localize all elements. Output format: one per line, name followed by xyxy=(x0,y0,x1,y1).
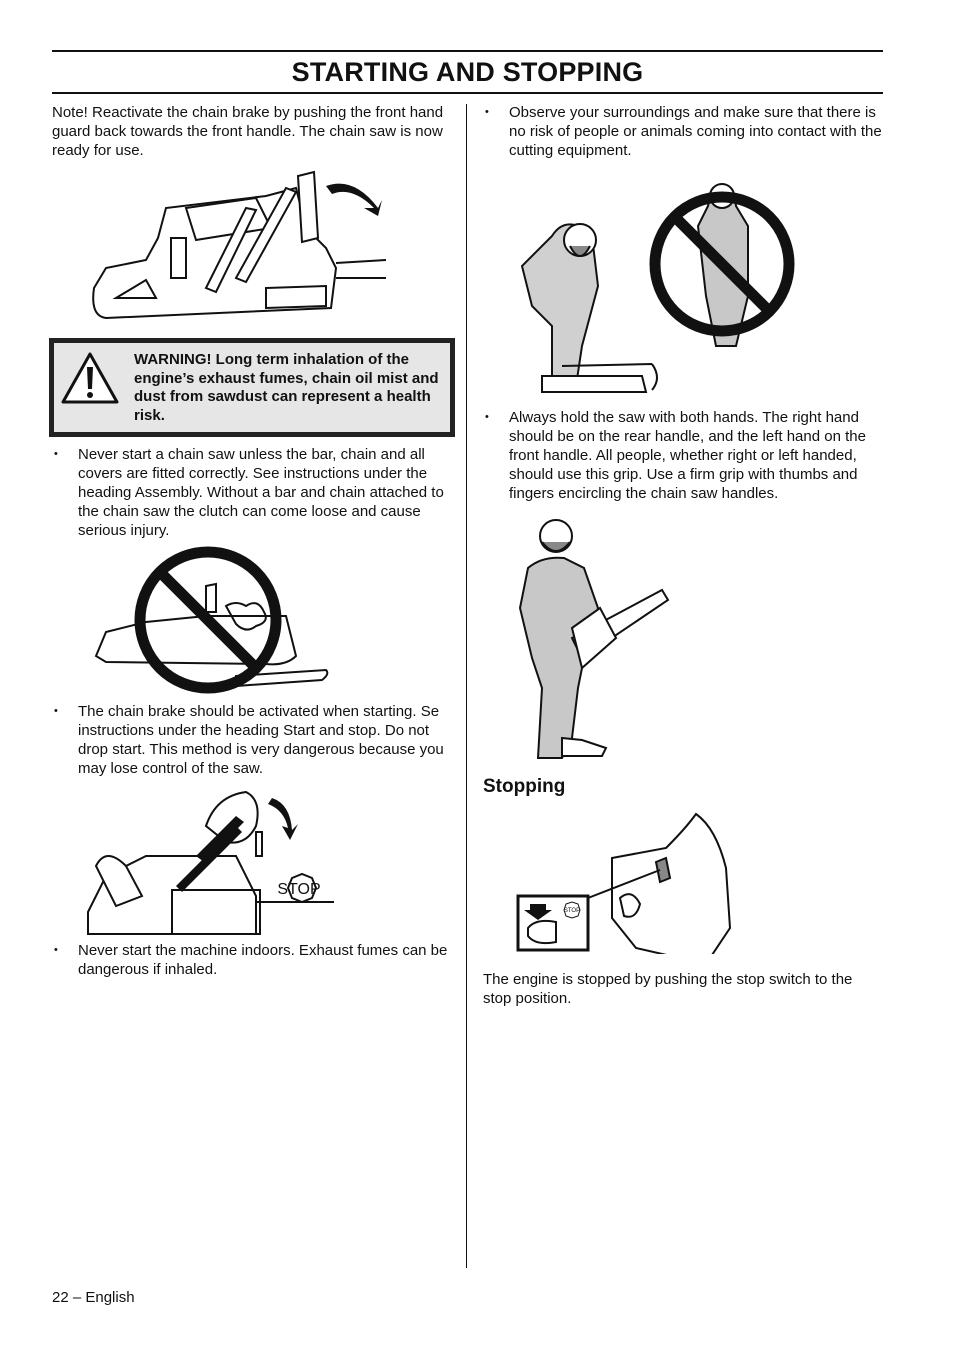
bullet-text: • Never start the machine indoors. Exhaust fumes can be dangerous if inhaled. xyxy=(52,941,452,979)
bullet-text: • Never start a chain saw unless the bar, chain and all covers are fitted correctly. See instructions under the heading Assembly. Without a bar and chain attached to the chain saw the clutch can come loose and cause serious injury. xyxy=(52,445,452,540)
drop-start-illustration xyxy=(86,786,336,938)
bullet-surroundings xyxy=(483,103,883,160)
bullet-chain-brake xyxy=(52,702,452,778)
bullet-text: • The chain brake should be activated when starting. Se instructions under the heading Start and stop. Do not drop start. This method is very dangerous because you may lose control of the saw. xyxy=(52,702,452,778)
bystander-prohibited-illustration xyxy=(512,166,802,402)
page-title: STARTING AND STOPPING xyxy=(291,56,644,87)
stopping-paragraph xyxy=(483,970,883,1008)
bullet-assembly xyxy=(52,445,452,540)
note-text: Note! Reactivate the chain brake by pushing the front hand guard back towards the front handle. The chain saw is now ready for use. xyxy=(52,104,444,159)
no-bar-prohibited-illustration xyxy=(86,546,356,698)
note-paragraph xyxy=(52,103,452,160)
correct-grip-illustration xyxy=(512,508,674,770)
bullet-text: • Observe your surroundings and make sure that there is no risk of people or animals coming into contact with the cutting equipment. xyxy=(483,103,883,160)
chainsaw-brake-illustration xyxy=(86,168,386,330)
stop-sign-label: STOP xyxy=(277,881,321,898)
column-divider xyxy=(466,104,467,1268)
page-footer: 22 – English xyxy=(52,1289,135,1306)
stop-label: STOP xyxy=(563,908,581,914)
stopping-heading: Stopping xyxy=(483,776,566,797)
stopping-text: The engine is stopped by pushing the stop switch to the stop position. xyxy=(483,971,853,1007)
page-header xyxy=(52,50,883,94)
warning-text: WARNING! Long term inhalation of the engine’s exhaust fumes, chain oil mist and dust from sawdust can represent a health risk. xyxy=(134,351,439,424)
warning-triangle-icon xyxy=(60,351,120,405)
bullet-indoors xyxy=(52,941,452,979)
bullet-text: • Always hold the saw with both hands. The right hand should be on the rear handle, and the left hand on the front handle. All people, whether right or left handed, should use this grip. Use a firm grip with thumbs and fingers encircling the chain saw handles. xyxy=(483,408,883,503)
bullet-both-hands xyxy=(483,408,883,503)
stop-switch-illustration xyxy=(516,808,736,954)
warning-box xyxy=(49,338,455,437)
